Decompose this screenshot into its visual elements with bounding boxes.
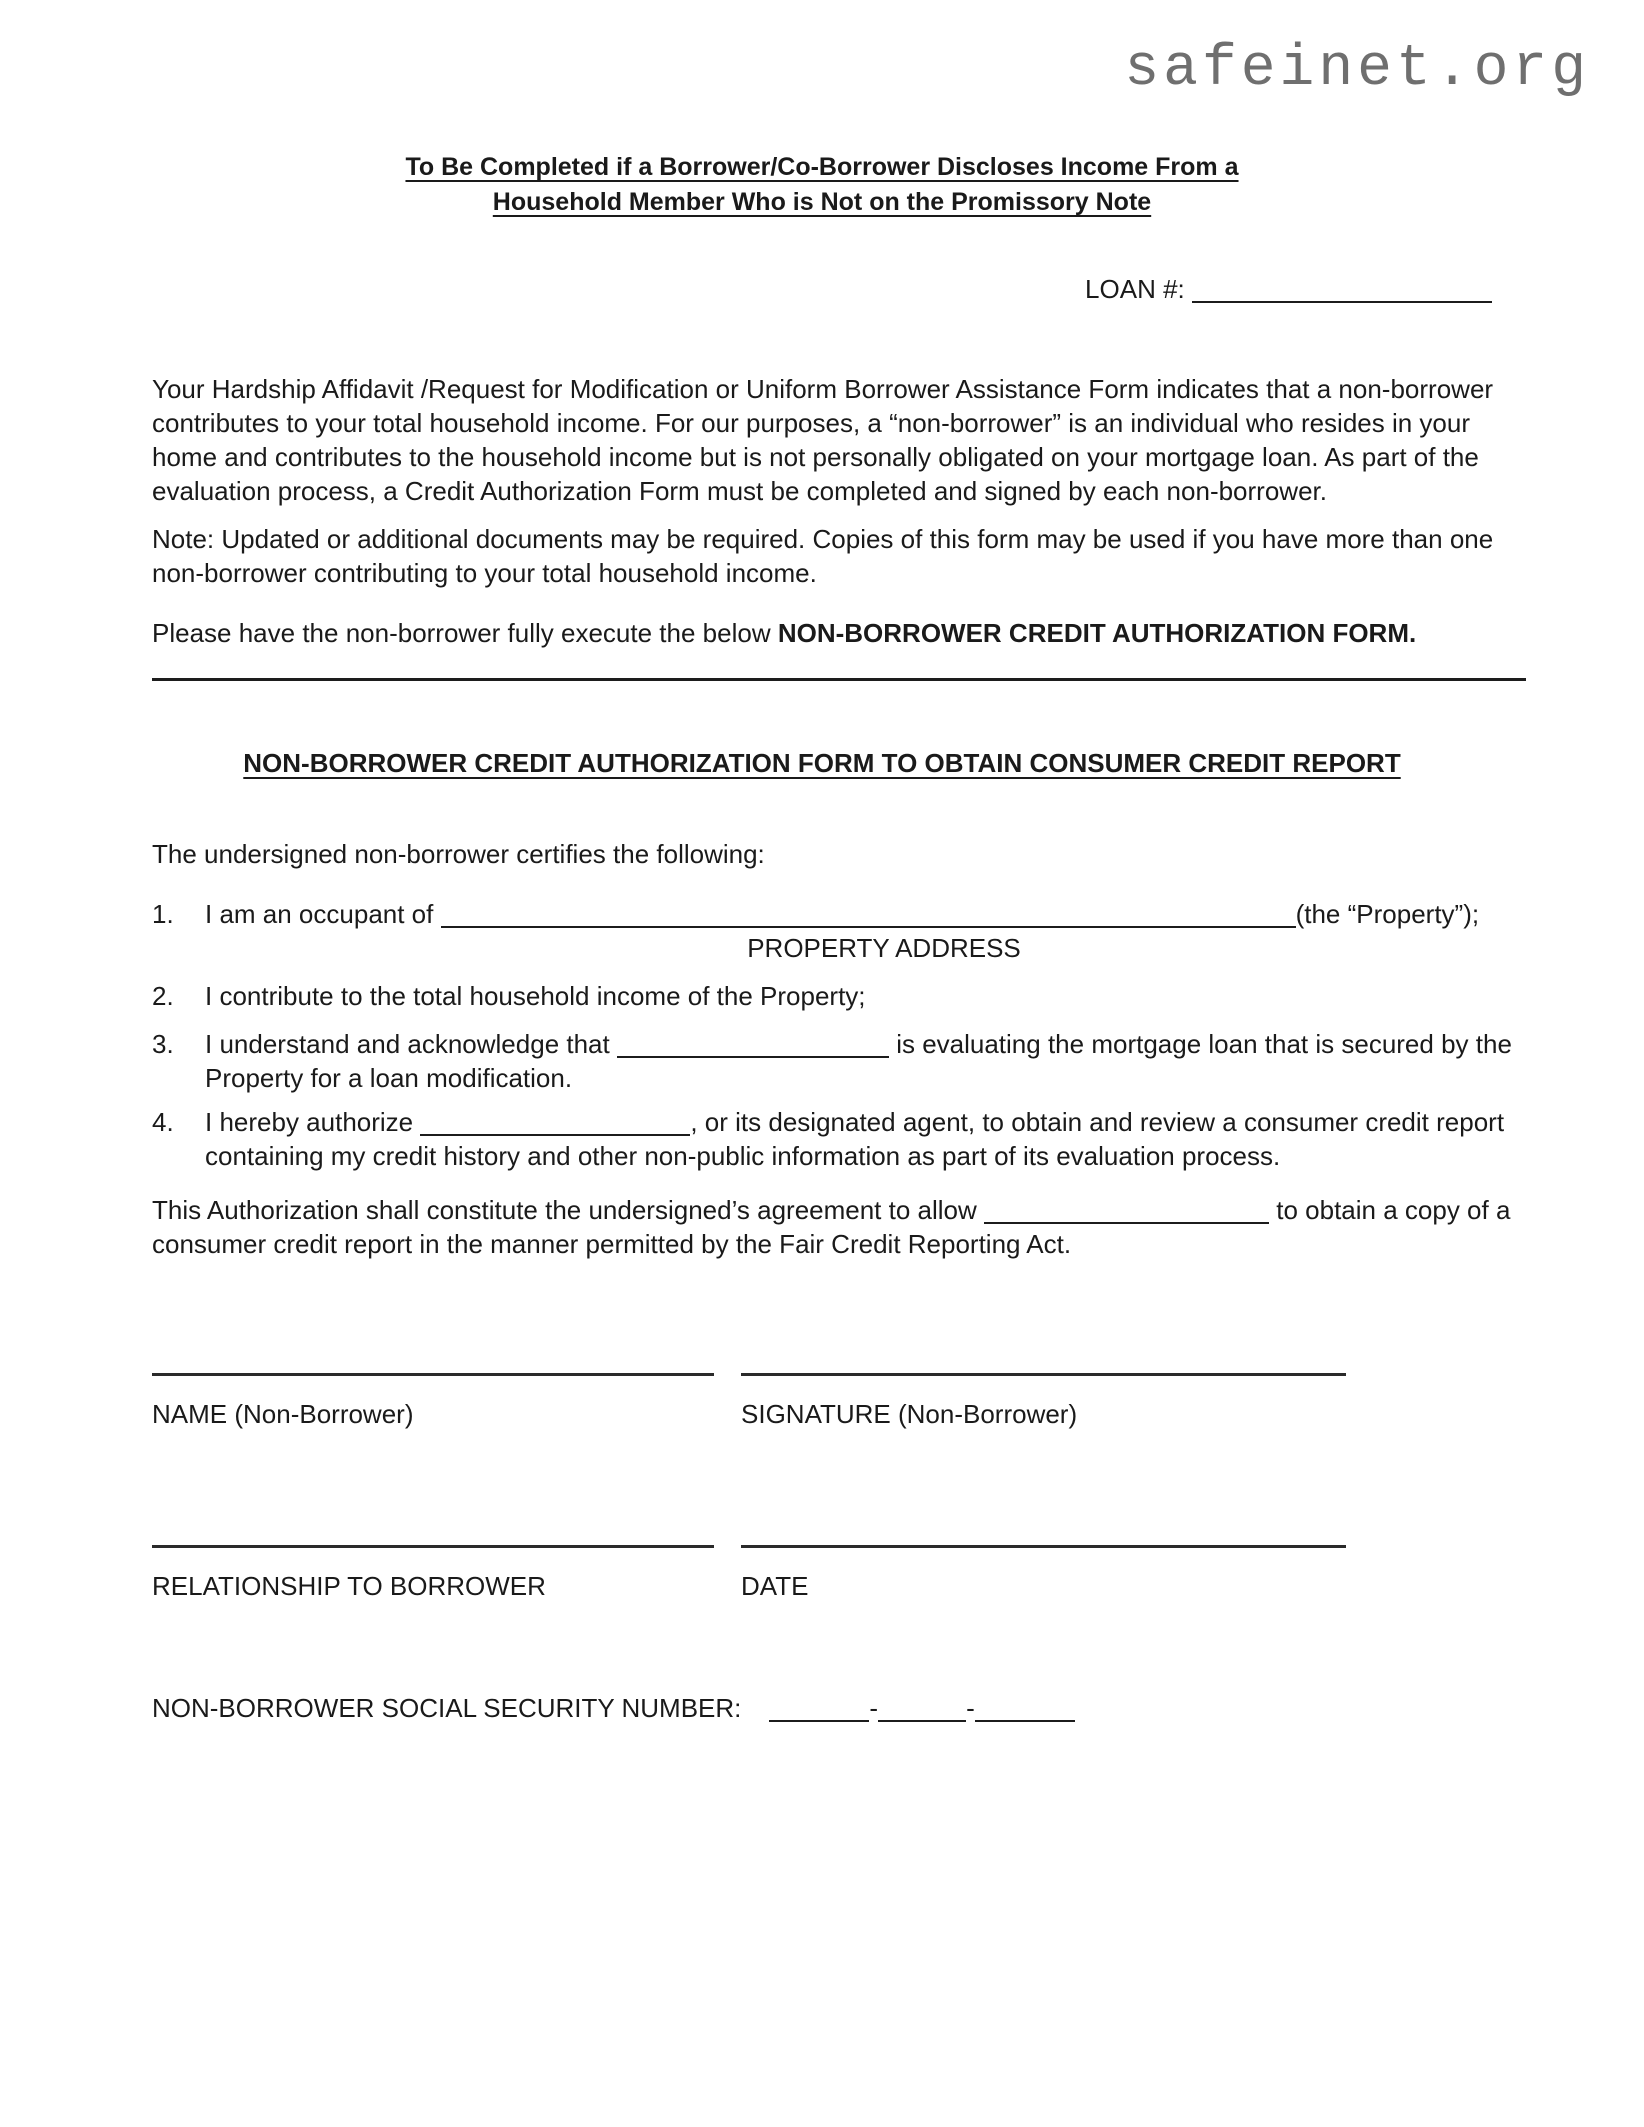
execute-paragraph-bold: NON-BORROWER CREDIT AUTHORIZATION FORM. [777,618,1417,648]
section-heading: NON-BORROWER CREDIT AUTHORIZATION FORM TO OBTAIN CONSUMER CREDIT REPORT [243,748,1401,778]
ssn-separator-1: - [869,1693,879,1723]
ssn-separator-2: - [966,1693,975,1723]
relationship-line[interactable] [152,1545,714,1548]
item-4-number: 4. [152,1107,174,1137]
relationship-label: RELATIONSHIP TO BORROWER [152,1571,546,1601]
note-paragraph: Note: Updated or additional documents may be required. Copies of this form may be used if you have more than one non-borrower contributing to your total household income. [152,524,1494,588]
form-title-line1: To Be Completed if a Borrower/Co-Borrower Discloses Income From a [405,153,1239,181]
loan-number-field[interactable] [1192,275,1492,303]
ssn-field-1[interactable] [769,1694,869,1722]
signature-row-1 [152,1373,1526,1431]
certification-item-4 [152,1105,1526,1173]
ssn-label: NON-BORROWER SOCIAL SECURITY NUMBER: [152,1693,742,1723]
name-signature-line[interactable] [152,1373,714,1376]
item-3-text-pre: I understand and acknowledge that [205,1029,617,1059]
allowed-party-field[interactable] [984,1196,1269,1224]
signature-label: SIGNATURE (Non-Borrower) [741,1399,1078,1429]
item-3-number: 3. [152,1029,174,1059]
authorized-party-field[interactable] [420,1108,690,1136]
signature-row-2 [152,1545,1526,1603]
item-4-text-post: , or its designated agent, to obtain and review a consumer credit report containing my credit history and other non-public information as part of its evaluation process. [205,1107,1505,1171]
date-line[interactable] [741,1545,1346,1548]
evaluating-party-field[interactable] [617,1030,889,1058]
date-label: DATE [741,1571,809,1601]
form-title [0,150,1644,220]
item-1-text-post: (the “Property”); [1295,899,1480,929]
item-3-text-post: is evaluating the mortgage loan that is secured by the Property for a loan modification. [205,1029,1512,1093]
intro-paragraph: Your Hardship Affidavit /Request for Modification or Uniform Borrower Assistance Form indicates that a non-borrower contributes to your total household income. For our purposes, a “non-borrower” is an individual who resides in your home and contributes to the household income but is not personally obligated on your mortgage loan. As part of the evaluation process, a Credit Authorization Form must be completed and signed by each non-borrower. [152,374,1494,506]
closing-paragraph [152,1193,1526,1261]
certification-item-1 [152,897,1526,965]
item-1-text-pre: I am an occupant of [205,899,441,929]
site-logo: safeinet.org [1124,37,1590,102]
ssn-field-2[interactable] [878,1694,966,1722]
form-title-line2: Household Member Who is Not on the Promissory Note [492,188,1152,216]
property-address-caption: PROPERTY ADDRESS [747,933,1021,963]
signature-line[interactable] [741,1373,1346,1376]
loan-number-row [0,272,1644,306]
property-address-field[interactable] [441,900,1296,928]
certification-intro: The undersigned non-borrower certifies the following: [152,839,765,869]
closing-text-pre: This Authorization shall constitute the undersigned’s agreement to allow [152,1195,985,1225]
section-divider [152,678,1526,681]
ssn-field-3[interactable] [975,1694,1075,1722]
certification-item-3 [152,1027,1526,1095]
execute-paragraph-text: Please have the non-borrower fully execute the below [152,618,778,648]
execute-paragraph [152,616,1526,650]
item-1-number: 1. [152,899,174,929]
item-4-text-pre: I hereby authorize [205,1107,421,1137]
ssn-row [152,1691,1526,1725]
name-label: NAME (Non-Borrower) [152,1399,414,1429]
certification-item-2 [152,979,1526,1013]
item-2-number: 2. [152,981,174,1011]
loan-number-label: LOAN #: [1085,274,1185,304]
item-2-text: I contribute to the total household income of the Property; [205,981,866,1011]
closing-text-post: to obtain a copy of a consumer credit report in the manner permitted by the Fair Credit Reporting Act. [152,1195,1511,1259]
